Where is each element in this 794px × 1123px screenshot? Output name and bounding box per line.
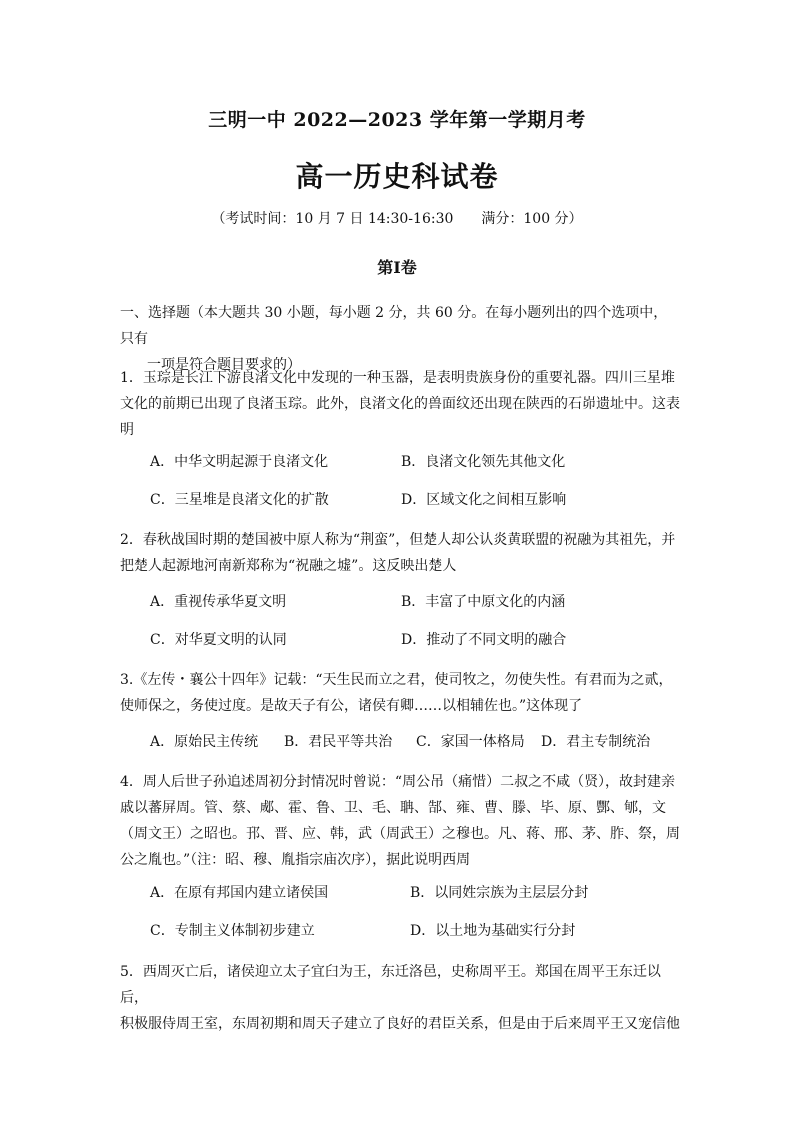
question-line: 戚以蕃屏周。管、蔡、郕、霍、鲁、卫、毛、聃、郜、雍、曹、滕、毕、原、酆、郇，文 xyxy=(120,800,666,816)
question-2-options-row1 xyxy=(150,591,680,617)
option-a[interactable]: A．中华文明起源于良渚文化 xyxy=(150,454,329,470)
question-line: 使师保之，务使过度。是故天子有公，诸侯有卿……以相辅佐也。”这体现了 xyxy=(120,698,583,714)
question-1-options-row2 xyxy=(150,489,680,515)
option-a[interactable]: A．原始民主传统 xyxy=(150,734,259,750)
option-b[interactable]: B．君民平等共治 xyxy=(284,734,393,750)
question-1-stem xyxy=(120,365,680,443)
option-d[interactable]: D．推动了不同文明的融合 xyxy=(401,632,567,648)
question-line: （周文王）之昭也。邘、晋、应、韩，武（周武王）之穆也。凡、蒋、邢、茅、胙、祭，周 xyxy=(120,826,680,842)
question-5-stem xyxy=(120,959,680,1037)
question-line: 文化的前期已出现了良渚玉琮。此外，良渚文化的兽面纹还出现在陕西的石峁遗址中。这表 xyxy=(120,396,680,412)
option-b[interactable]: B．良渚文化领先其他文化 xyxy=(401,454,566,470)
option-b[interactable]: B．以同姓宗族为主层层分封 xyxy=(410,885,589,901)
section-intro-line: 一项是符合题目要求的） xyxy=(147,357,301,373)
question-line: 明 xyxy=(120,422,134,438)
question-line: 把楚人起源地河南新郑称为“祝融之墟”。这反映出楚人 xyxy=(120,558,457,574)
option-c[interactable]: C．家国一体格局 xyxy=(416,734,525,750)
option-c[interactable]: C．三星堆是良渚文化的扩散 xyxy=(150,492,329,508)
question-line: 积极服侍周王室，东周初期和周天子建立了良好的君臣关系，但是由于后来周平王又宠信他 xyxy=(120,1016,680,1032)
question-2-options-row2 xyxy=(150,629,680,655)
question-3-stem xyxy=(120,667,680,719)
question-4-options-row1 xyxy=(150,882,680,908)
question-4-stem xyxy=(120,769,680,873)
section-intro-line: 一、选择题（本大题共 30 小题，每小题 2 分，共 60 分。在每小题列出的四个选项中，只有 xyxy=(120,305,668,347)
question-4-options-row2 xyxy=(150,920,680,946)
page-title: 高一历史科试卷 xyxy=(295,160,499,193)
question-line: 2．春秋战国时期的楚国被中原人称为“荆蛮”，但楚人却公认炎黄联盟的祝融为其祖先，并 xyxy=(120,532,676,548)
question-line: 1．玉琮是长江下游良渚文化中发现的一种玉器，是表明贵族身份的重要礼器。四川三星堆 xyxy=(120,370,675,386)
volume-heading: 第Ⅰ卷 xyxy=(377,258,417,277)
question-2-stem xyxy=(120,527,680,579)
option-d[interactable]: D．区域文化之间相互影响 xyxy=(401,492,567,508)
question-line: 4．周人后世子孙追述周初分封情况时曾说：“周公吊（痛惜）二叔之不咸（贤），故封建亲 xyxy=(120,774,676,790)
exam-info: （考试时间：10 月 7 日 14:30-16:30 满分：100 分） xyxy=(211,211,583,227)
option-d[interactable]: D．君主专制统治 xyxy=(541,734,651,750)
school-title: 三明一中 2022—2023 学年第一学期月考 xyxy=(208,109,586,131)
option-a[interactable]: A．重视传承华夏文明 xyxy=(150,594,287,610)
question-line: 3.《左传・襄公十四年》记载：“天生民而立之君，使司牧之，勿使失性。有君而为之贰， xyxy=(120,672,673,688)
option-d[interactable]: D．以土地为基础实行分封 xyxy=(410,923,576,939)
option-c[interactable]: C．对华夏文明的认同 xyxy=(150,632,287,648)
question-1-options-row1 xyxy=(150,451,680,477)
option-b[interactable]: B．丰富了中原文化的内涵 xyxy=(401,594,566,610)
option-c[interactable]: C．专制主义体制初步建立 xyxy=(150,923,315,939)
question-line: 公之胤也。”（注：昭、穆、胤指宗庙次序），据此说明西周 xyxy=(120,852,471,868)
question-line: 5．西周灭亡后，诸侯迎立太子宜臼为王，东迁洛邑，史称周平王。郑国在周平王东迁以后， xyxy=(120,964,661,1006)
option-a[interactable]: A．在原有邦国内建立诸侯国 xyxy=(150,885,329,901)
question-3-options-row xyxy=(150,731,680,757)
